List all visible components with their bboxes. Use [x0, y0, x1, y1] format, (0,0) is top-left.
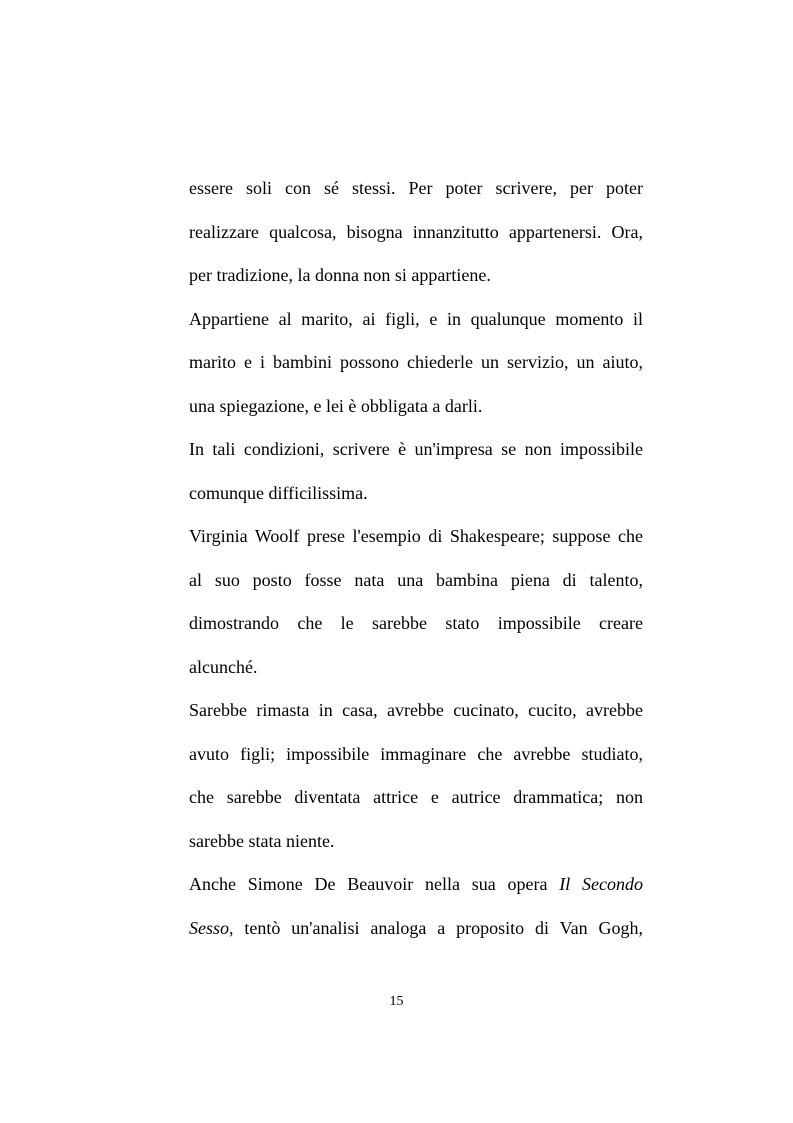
- text-line: realizzare qualcosa, bisogna innanzitutto appartenersi. Ora,: [189, 221, 643, 242]
- text-line: alcunché.: [189, 656, 258, 677]
- text-line: Virginia Woolf prese l'esempio di Shakespeare; suppose che: [189, 526, 643, 546]
- text-line: In tali condizioni, scrivere è un'impresa se non impossibile: [189, 439, 643, 459]
- book-title-part-2: Sesso: [189, 917, 229, 938]
- text-line: che sarebbe diventata attrice e autrice drammatica; non: [189, 787, 643, 807]
- text-line: marito e i bambini possono chiederle un servizio, un aiuto,: [189, 352, 643, 372]
- text-line: per tradizione, la donna non si appartiene.: [189, 265, 491, 285]
- text-line: dimostrando che le sarebbe stato impossibile creare: [189, 613, 643, 633]
- book-title-part-1: Il Secondo: [559, 874, 643, 894]
- text-line: avuto figli; impossibile immaginare che avrebbe studiato,: [189, 743, 643, 764]
- text-line: una spiegazione, e lei è obbligata a darli.: [189, 395, 483, 416]
- text-line: Sarebbe rimasta in casa, avrebbe cucinato, cucito, avrebbe: [189, 700, 643, 720]
- text-line: comunque difficilissima.: [189, 482, 368, 503]
- text-line: Appartiene al marito, ai figli, e in qualunque momento il: [189, 308, 643, 329]
- page-number: 15: [389, 994, 404, 1009]
- text-line: essere soli con sé stessi. Per poter scrivere, per poter: [189, 178, 643, 198]
- final-paragraph-suffix: , tentò un'analisi analoga a proposito di Van Gogh,: [229, 917, 643, 938]
- body-text: [189, 167, 643, 950]
- final-paragraph-prefix: Anche Simone De Beauvoir nella sua opera: [189, 874, 560, 894]
- text-line: al suo posto fosse nata una bambina piena di talento,: [189, 569, 643, 590]
- text-line: sarebbe stata niente.: [189, 830, 335, 851]
- text-line-final-1: [189, 863, 643, 907]
- text-line-final-2: [189, 907, 643, 951]
